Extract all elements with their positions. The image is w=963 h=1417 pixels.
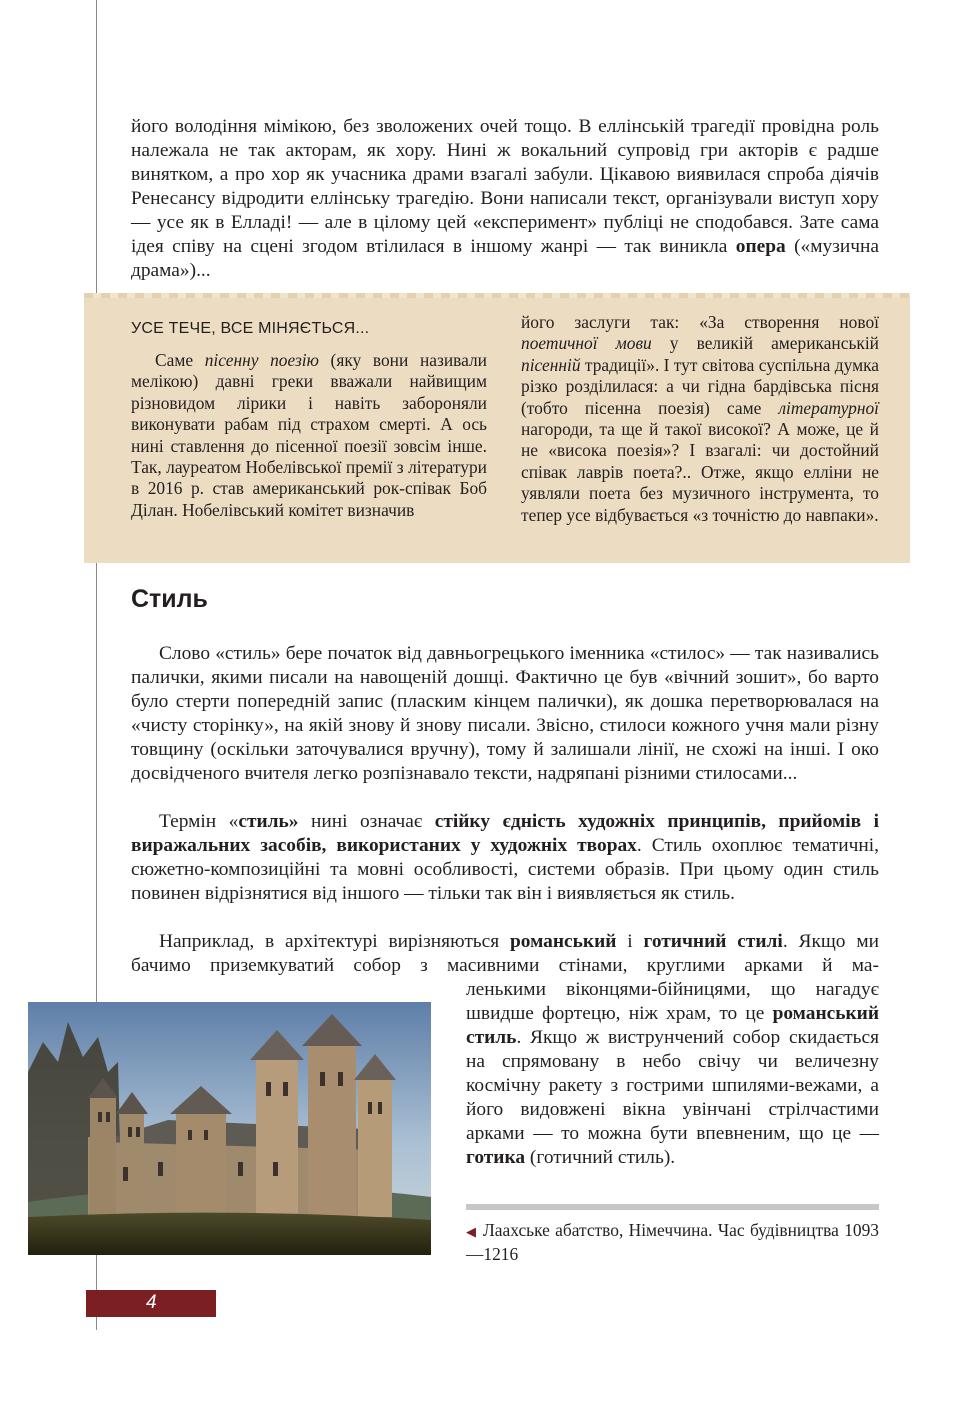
caption-rule — [466, 1204, 879, 1210]
section-paragraph-3: Наприклад, в архітектурі вирізняються романський і готичний стилі. Якщо ми бачимо приземкуватий собор з масивними стінами, круглими арками й ма- — [131, 931, 879, 976]
section-heading: Стиль — [131, 585, 208, 613]
sidebar-right-column: його заслуги так: «За створення нової поетичної мови у великій американській пісенній традиції». І тут світова суспільна думка різко розділилася: а чи гідна бардівська пісня (тобто пісенна поезія) саме літературної нагороди, та ще й такої високої? А може, це й не «висока поезія»? І взагалі: чи достойний співак лаврів поета?.. Отже, якщо елліни не уявляли поета без музичного інструмента, то тепер усе відбувається «з точністю до навпаки». — [521, 312, 879, 525]
section-paragraph-1: Слово «стиль» бере початок від давньогрецького іменника «стилос» — так називались палички, якими писали на навощеній дошці. Фактично це був «вічний зошит», бо варто було стерти попередній запис (пласким кінцем палички), як дошка перетворювалася на «чисту сторінку», на якій знову й знову писали. Звісно, стилоси кожного учня мали різну товщину (оскільки заточувалися вручну), тому й залишали лінії, не схожі на інші. І око досвідченого вчителя легко розпізнавало тексти, надряпані різними стилосами... — [131, 643, 879, 784]
caret-left-icon: ◀ — [466, 1224, 478, 1239]
intro-paragraph — [131, 115, 879, 283]
section-paragraph-3-continued: ленькими віконцями-бійницями, що нагадує швидше фортецю, ніж храм, то це романський стиль. Якщо ж виструнчений собор скидається на спрямовану в небо свічу чи величезну космічну ракету з гострими шпилями-вежами, а його видовжені вікна увінчані стрілчастими арками — то можна бути впевненим, що це — готика (готичний стиль). — [466, 979, 879, 1168]
abbey-photo — [28, 1002, 431, 1255]
page-number-bar — [86, 1290, 216, 1317]
intro-text-end: («музична драма»)... — [131, 236, 879, 281]
sidebar-title: УСЕ ТЕЧЕ, ВСЕ МІНЯЄТЬСЯ... — [131, 320, 370, 337]
section-paragraph-2: Термін «стиль» нині означає стійку єдність художніх принципів, прийомів і виражальних засобів, використаних у художніх творах. Стиль охоплює тематичні, сюжетно-композиційні та мовні особливості, системи образів. При цьому один стиль повинен відрізнятися від іншого — тільки так він і виявляється як стиль. — [131, 811, 879, 904]
term-opera: опера — [735, 236, 786, 257]
photo-caption: ◀ Лаахське абатство, Німеччина. Час будівництва 1093—1216 — [466, 1220, 879, 1264]
sidebar-left-column: Саме пісенну поезію (яку вони називали мелікою) давні греки вважали найвищим різновидом лірики і навіть забороняли виконувати рабам під страхом смерті. А ось нині ставлення до пісенної поезії зовсім інше. Так, лауреатом Нобелівської премії з літератури в 2016 р. став американський рок-співак Боб Ділан. Нобелівський комітет визначив — [131, 350, 487, 520]
page-number: 4 — [146, 1292, 157, 1313]
intro-text: його володіння мімікою, без зволожених очей тощо. В еллінській трагедії провідна роль належала не так акторам, як хору. Нині ж вокальний супровід гри акторів є радше винятком, а про хор як учасника драми взагалі забули. Цікавою виявилася спроба діячів Ренесансу відродити еллінську трагедію. Вони написали текст, організували виступ хору — усе як в Елладі! — але в цілому цей «експеримент» публіці не сподобався. Зате сама ідея співу на сцені згодом втілилася в іншому жанрі — так виникла — [131, 116, 879, 257]
